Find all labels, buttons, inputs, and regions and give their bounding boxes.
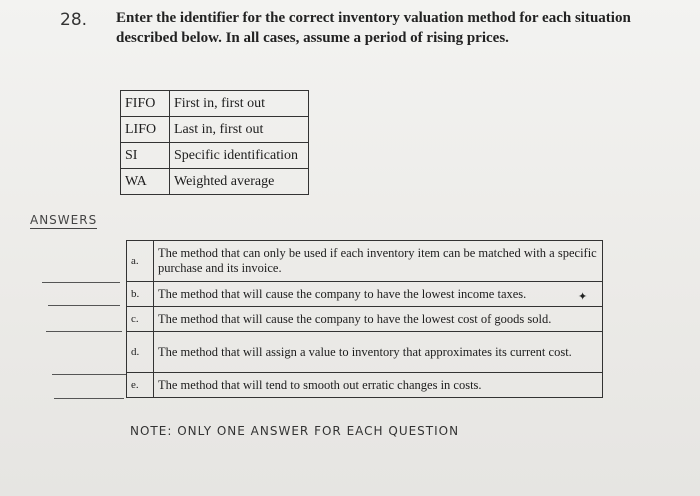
situation-row bbox=[127, 241, 603, 282]
question-prompt: Enter the identifier for the correct inventory valuation method for each situation described below. In all cases, assume a period of rising prices. bbox=[116, 10, 631, 46]
question-number: 28. bbox=[60, 10, 88, 30]
method-name: Last in, first out bbox=[170, 117, 309, 143]
situation-text: The method that can only be used if each inventory item can be matched with a specific purchase and its invoice. bbox=[154, 241, 603, 282]
answer-blank-d[interactable] bbox=[52, 374, 126, 375]
situation-row bbox=[127, 307, 603, 332]
method-legend-table bbox=[120, 90, 309, 195]
method-code: FIFO bbox=[121, 91, 170, 117]
method-name: First in, first out bbox=[170, 91, 309, 117]
method-code: WA bbox=[121, 169, 170, 195]
situation-letter: b. bbox=[127, 282, 154, 307]
situation-letter: d. bbox=[127, 332, 154, 373]
legend-row bbox=[121, 143, 309, 169]
situation-letter: e. bbox=[127, 373, 154, 398]
situation-text: The method that will cause the company to have the lowest cost of goods sold. bbox=[154, 307, 603, 332]
situation-letter: c. bbox=[127, 307, 154, 332]
situation-letter: a. bbox=[127, 241, 154, 282]
answer-blank-c[interactable] bbox=[46, 331, 122, 332]
method-code: LIFO bbox=[121, 117, 170, 143]
answer-blank-e[interactable] bbox=[54, 398, 124, 399]
situation-text: The method that will tend to smooth out erratic changes in costs. bbox=[154, 373, 603, 398]
situation-text: The method that will assign a value to inventory that approximates its current cost. bbox=[154, 332, 603, 373]
situation-row bbox=[127, 373, 603, 398]
legend-row bbox=[121, 91, 309, 117]
method-code: SI bbox=[121, 143, 170, 169]
method-name: Specific identification bbox=[170, 143, 309, 169]
situation-text: The method that will cause the company to have the lowest income taxes. bbox=[154, 282, 603, 307]
answers-label: ANSWERS bbox=[30, 213, 98, 227]
legend-row bbox=[121, 169, 309, 195]
situation-row bbox=[127, 282, 603, 307]
situations-table bbox=[126, 240, 603, 398]
situation-row bbox=[127, 332, 603, 373]
method-name: Weighted average bbox=[170, 169, 309, 195]
legend-row bbox=[121, 117, 309, 143]
handwritten-note: NOTE: ONLY ONE ANSWER FOR EACH QUESTION bbox=[130, 424, 460, 438]
answer-blank-a[interactable] bbox=[42, 282, 120, 283]
pen-mark-icon: ✦ bbox=[578, 291, 588, 303]
answer-blank-b[interactable] bbox=[48, 305, 120, 306]
